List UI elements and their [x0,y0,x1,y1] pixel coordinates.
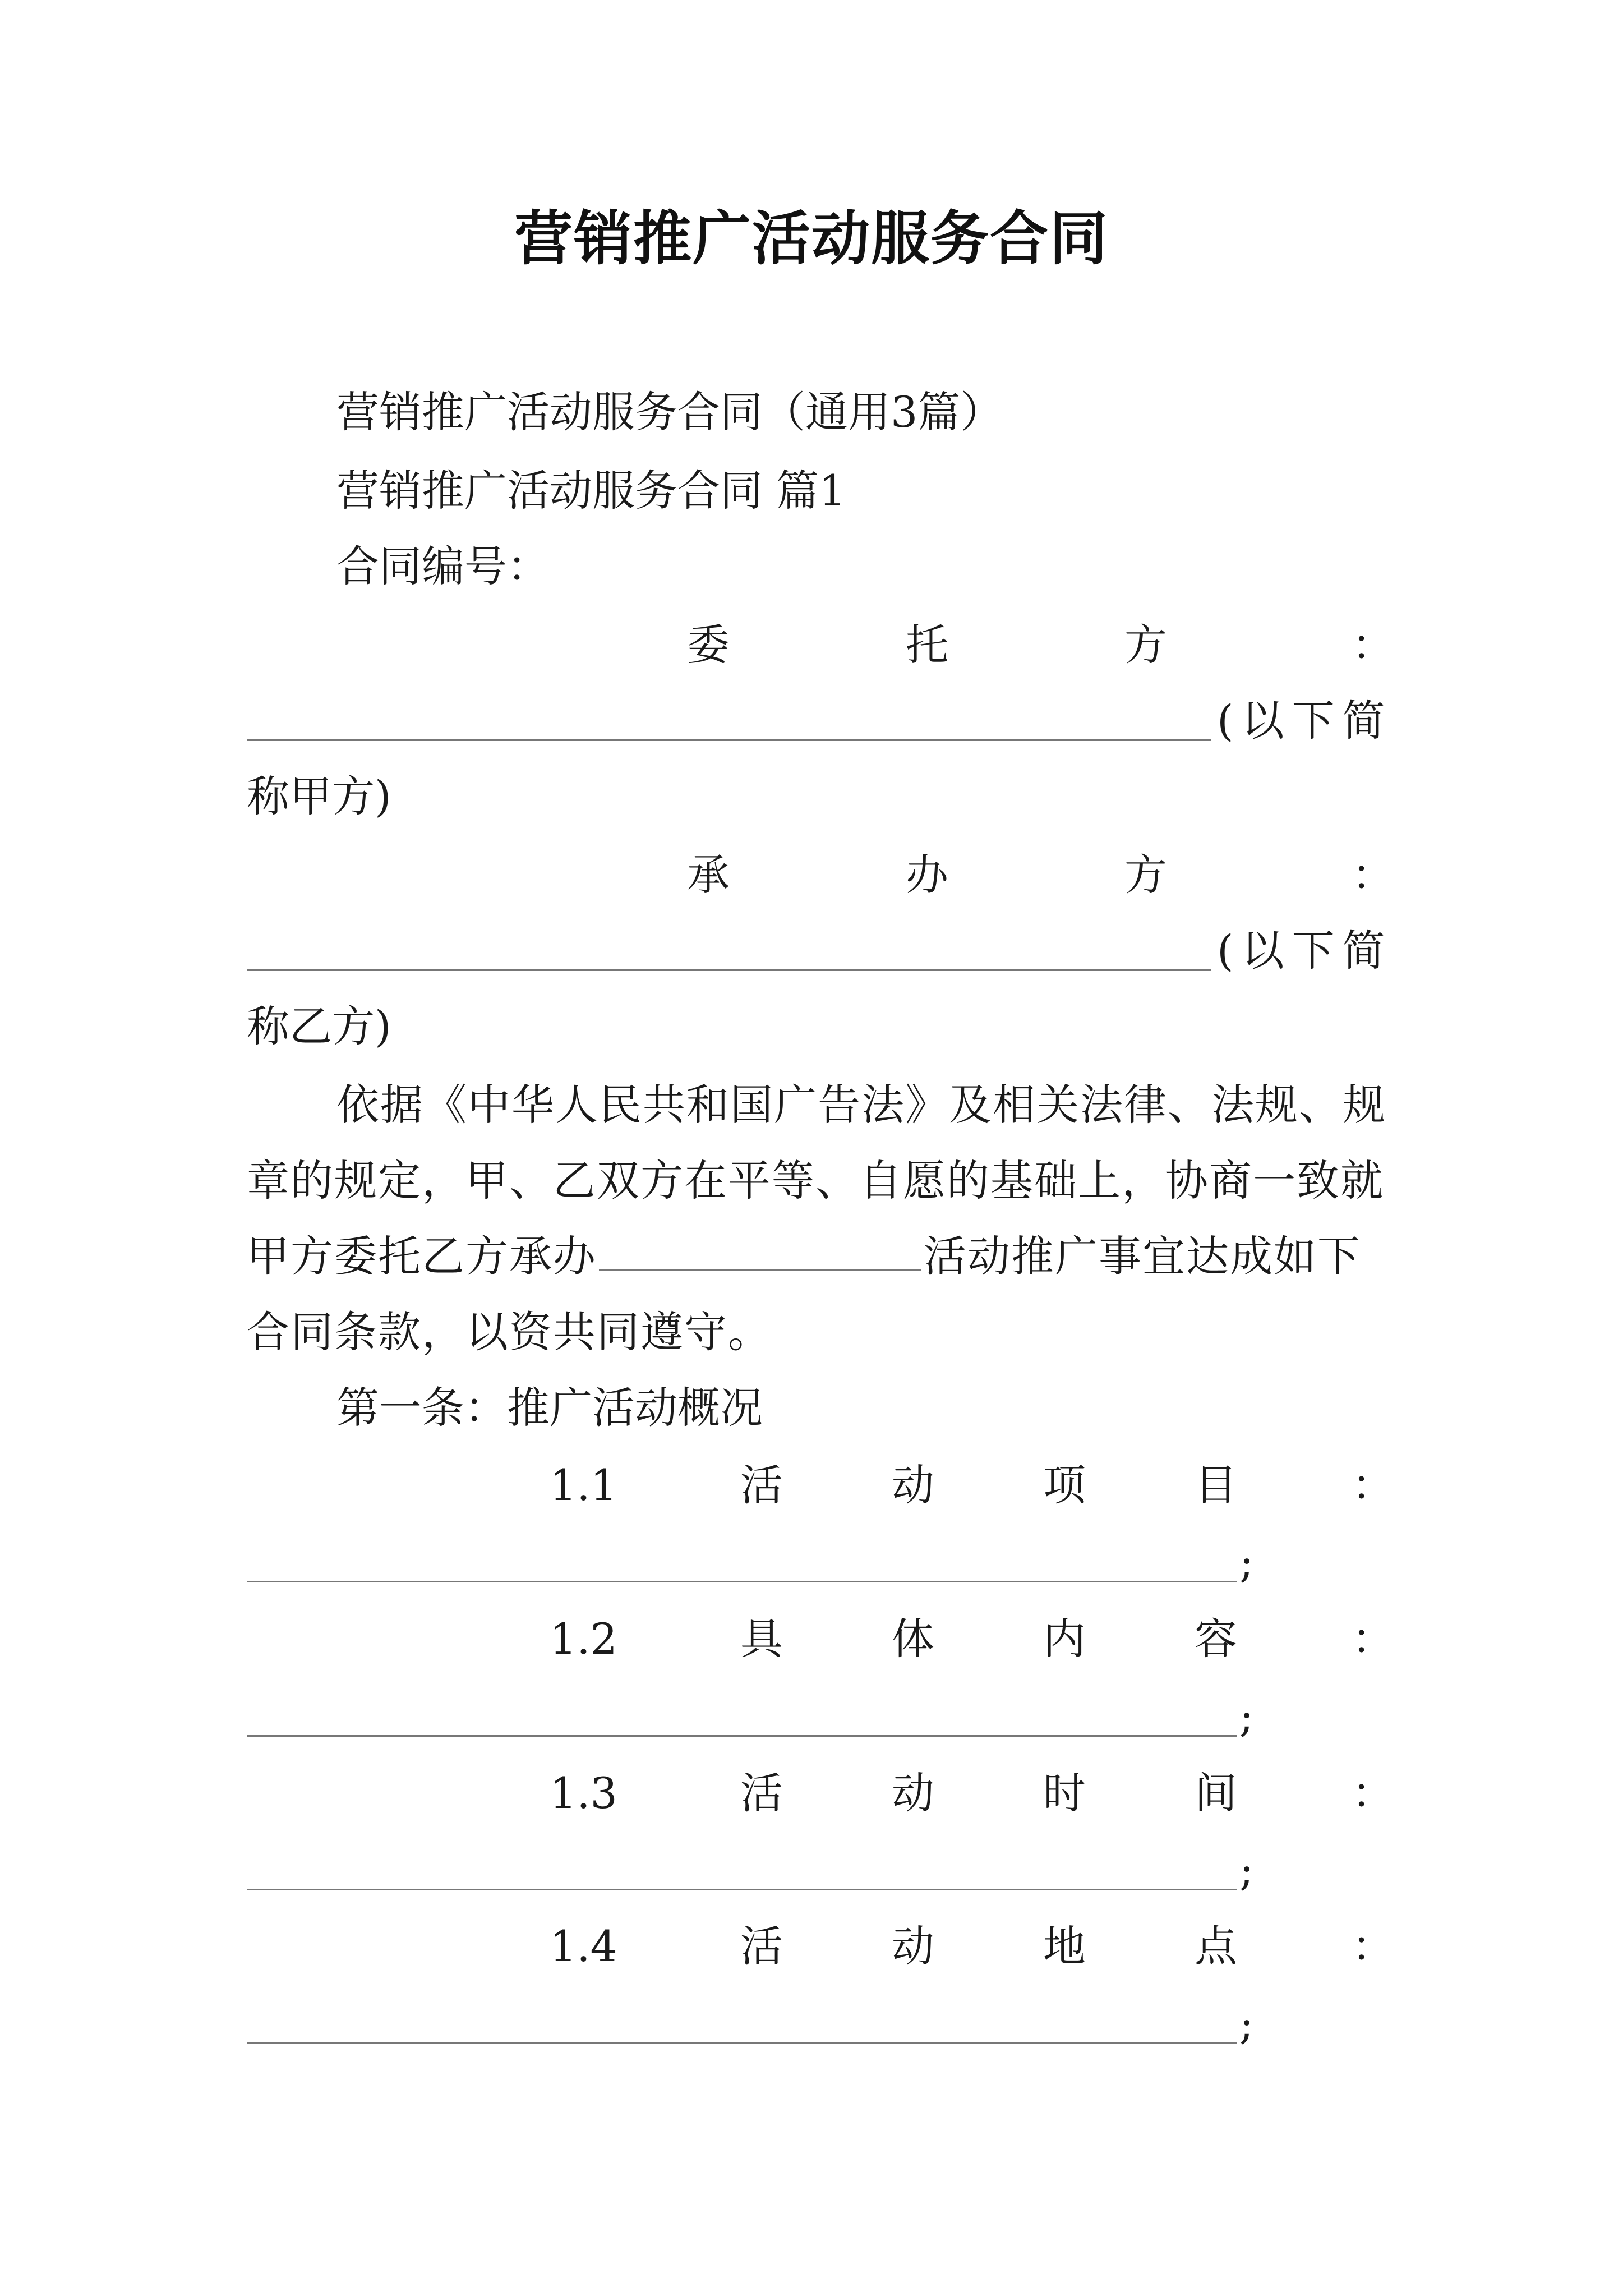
item-blank-row [247,1996,1391,2052]
client-suffix: (以下简 [1217,696,1393,746]
client-char: ： [1352,620,1394,670]
intro-line-3 [247,1228,1391,1285]
item-fill-blank[interactable] [247,2042,1237,2044]
item-char: 项 [1043,1460,1086,1510]
item-char: 体 [892,1614,934,1664]
item-colon: ： [1352,1614,1394,1664]
item-end: ; [1239,1845,1254,1895]
part-heading: 营销推广活动服务合同 篇1 [336,466,846,516]
article-item [336,1765,1394,1821]
item-char: 活 [740,1921,783,1971]
intro-line-3-after: 活动推广事宜达成如下 [924,1231,1361,1281]
item-end: ; [1239,1691,1254,1741]
contractor-label [336,847,1394,903]
item-char: 目 [1195,1460,1237,1510]
item-char: 点 [1195,1921,1237,1971]
activity-fill-blank[interactable] [599,1236,921,1271]
item-char: 时 [1043,1768,1086,1818]
item-char: 活 [740,1768,783,1818]
article-1-heading: 第一条：推广活动概况 [336,1383,763,1433]
item-colon: ： [1352,1768,1394,1818]
article-item [336,1457,1394,1513]
client-blank-row [247,693,1391,749]
contractor-char: 方 [1124,850,1167,900]
item-colon: ： [1352,1460,1394,1510]
intro-line-2: 章的规定，甲、乙双方在平等、自愿的基础上，协商一致就 [247,1156,1384,1205]
item-char: 地 [1043,1921,1086,1971]
intro-line-4: 合同条款，以资共同遵守。 [247,1307,772,1357]
document-title: 营销推广活动服务合同 [514,204,1109,273]
item-colon: ： [1352,1921,1394,1971]
item-number: 1.3 [550,1768,617,1818]
item-blank-row [247,1688,1391,1745]
item-fill-blank[interactable] [247,1889,1237,1890]
intro-line-3-before: 甲方委托乙方承办 [247,1231,597,1281]
item-char: 具 [740,1614,783,1664]
client-continuation: 称甲方) [247,771,391,821]
contractor-char: ： [1352,850,1394,900]
item-end: ; [1239,1537,1254,1587]
item-blank-row [247,1842,1391,1898]
item-blank-row [247,1534,1391,1590]
contractor-continuation: 称乙方) [247,1001,391,1051]
client-char: 托 [906,620,948,670]
contractor-blank-row [247,923,1391,979]
article-item [336,1918,1394,1975]
item-char: 动 [892,1460,934,1510]
item-fill-blank[interactable] [247,1735,1237,1737]
item-end: ; [1239,1999,1254,2049]
client-fill-blank[interactable] [247,739,1211,741]
client-label [336,617,1394,673]
item-char: 动 [892,1768,934,1818]
contract-number-label: 合同编号： [336,541,550,591]
client-char: 方 [1124,620,1167,670]
article-item [336,1611,1394,1667]
document-subtitle: 营销推广活动服务合同（通用3篇） [336,387,1003,437]
item-number: 1.1 [550,1460,617,1510]
contractor-char: 办 [906,850,948,900]
item-char: 活 [740,1460,783,1510]
item-char: 内 [1043,1614,1086,1664]
item-fill-blank[interactable] [247,1581,1237,1582]
item-char: 容 [1195,1614,1237,1664]
contractor-fill-blank[interactable] [247,969,1211,971]
item-number: 1.2 [550,1614,617,1664]
item-char: 动 [892,1921,934,1971]
contractor-char: 承 [687,850,730,900]
item-char: 间 [1195,1768,1237,1818]
intro-line-1: 依据《中华人民共和国广告法》及相关法律、法规、规 [336,1080,1386,1130]
client-char: 委 [687,620,730,670]
contractor-suffix: (以下简 [1217,926,1393,976]
item-number: 1.4 [550,1921,617,1971]
